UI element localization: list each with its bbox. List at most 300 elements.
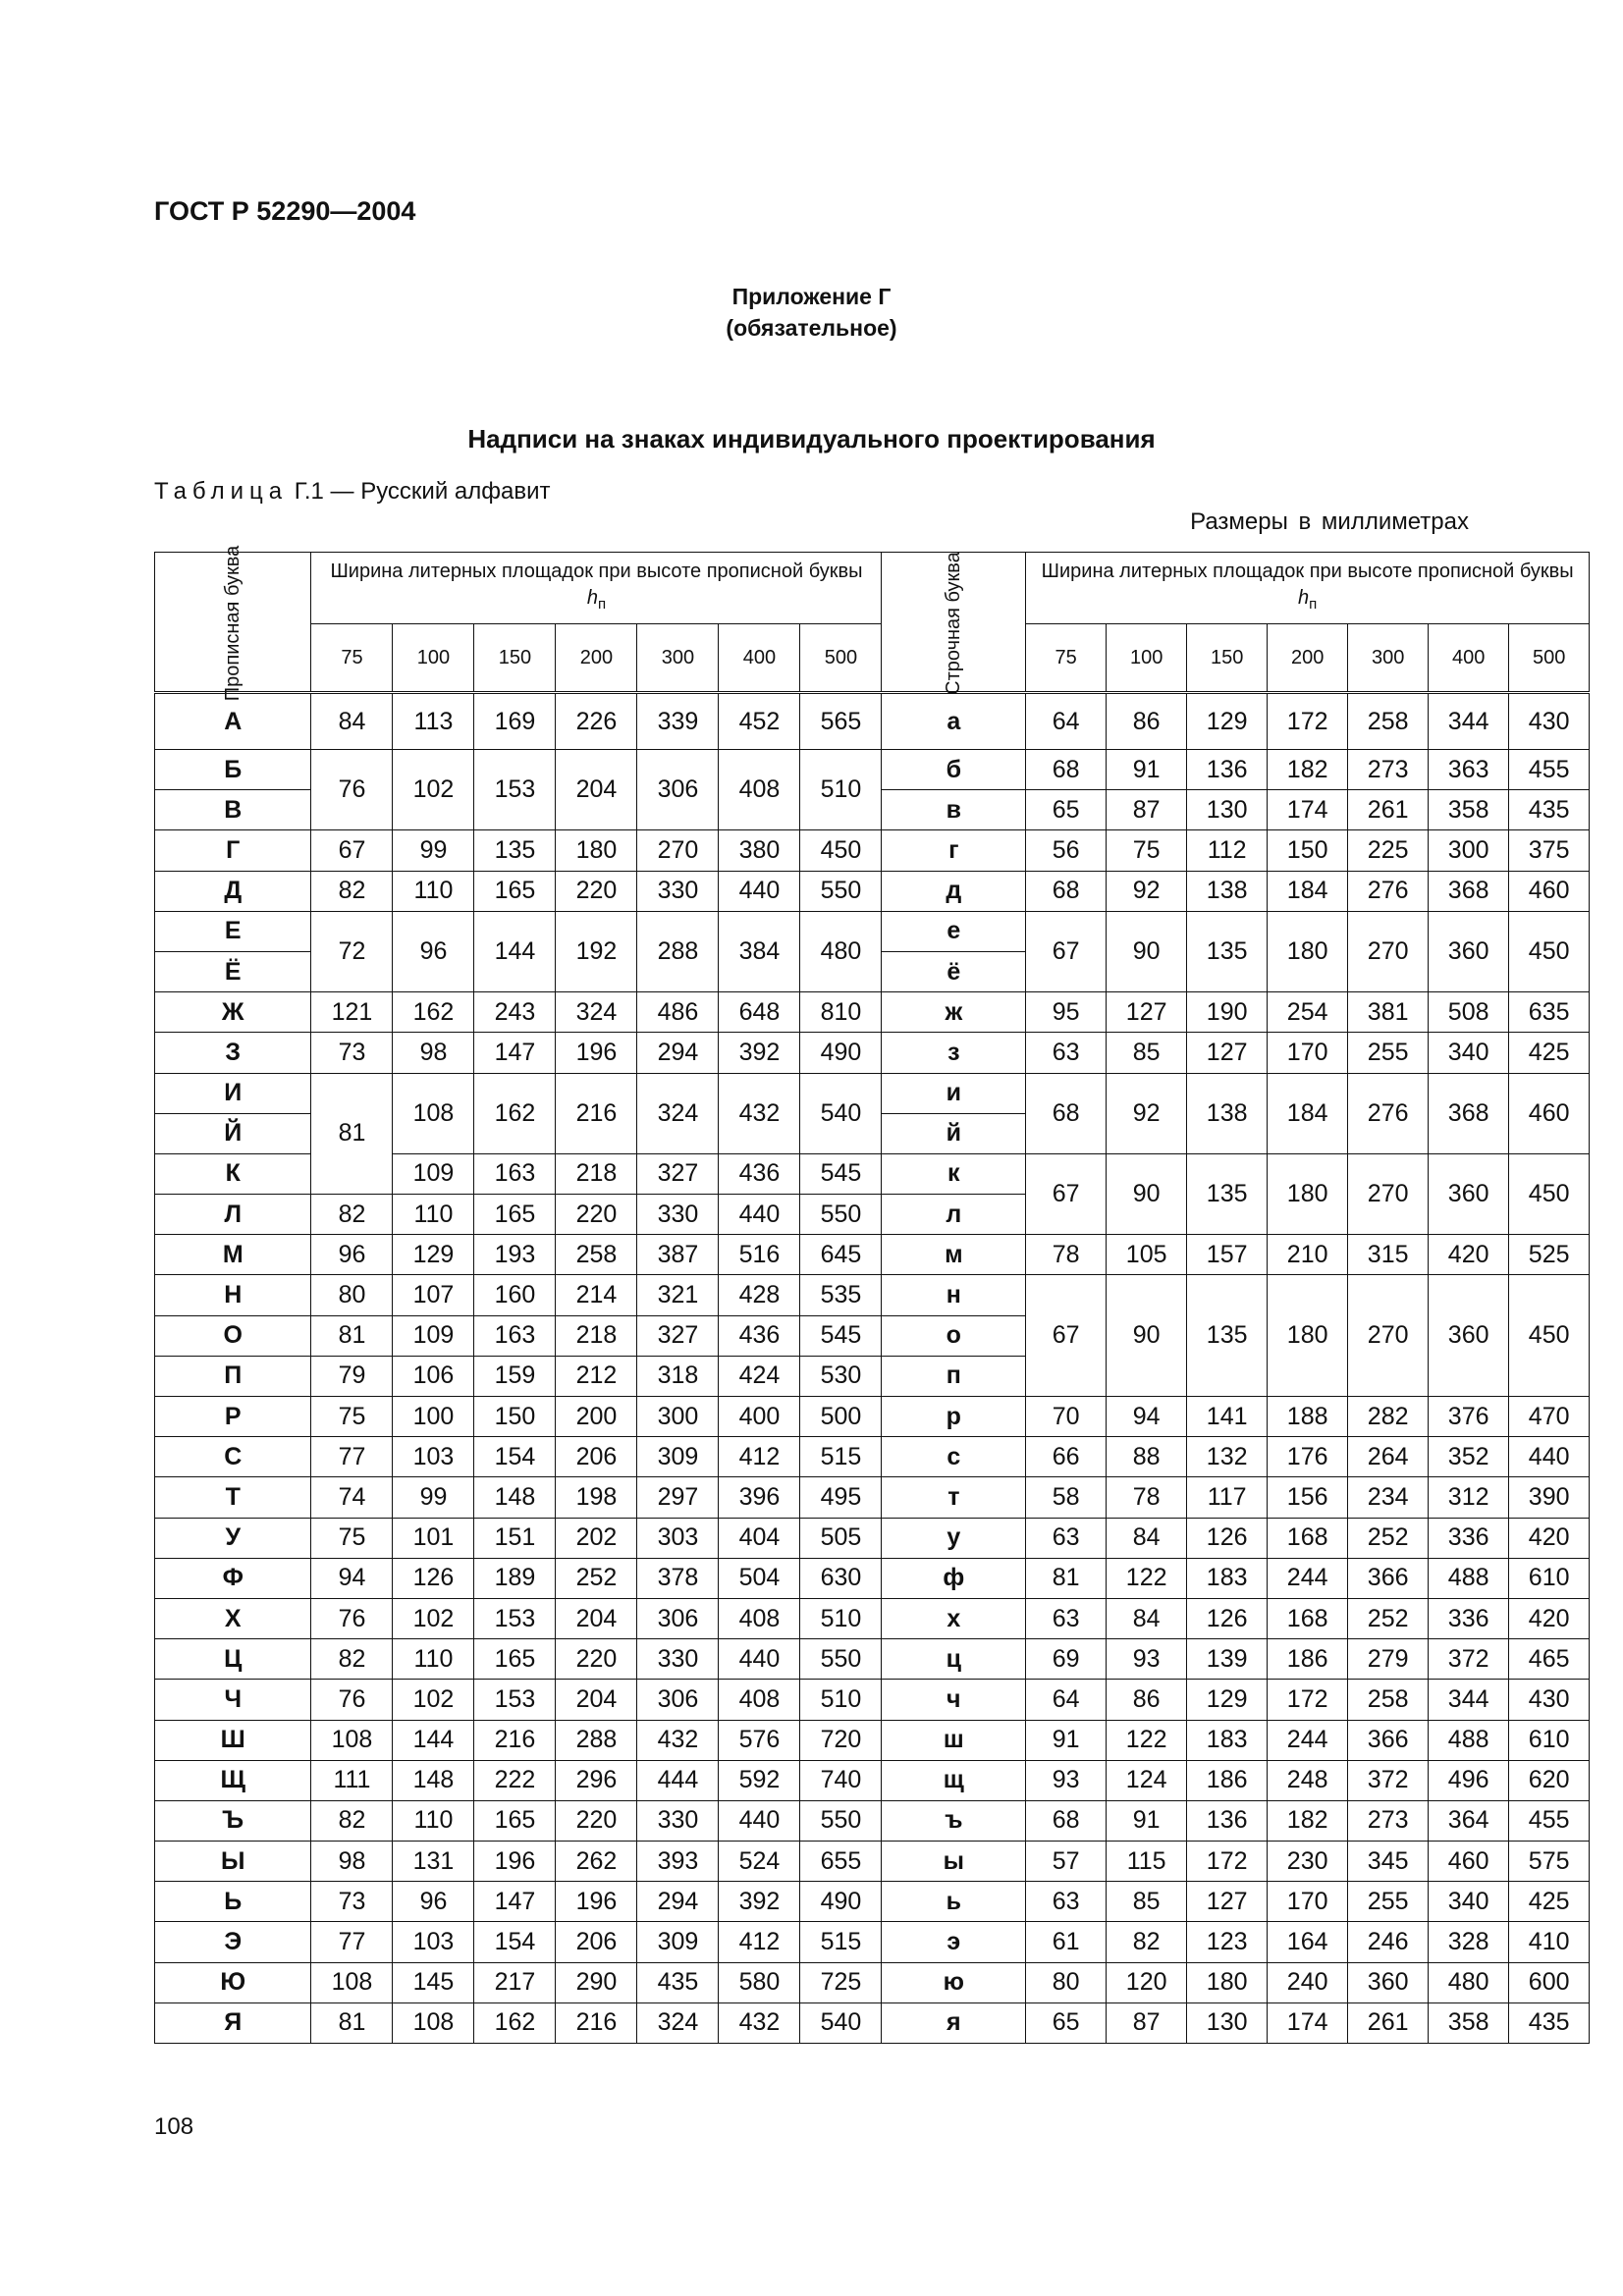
width-cell: 130 <box>1187 790 1268 830</box>
width-cell: 273 <box>1348 750 1429 790</box>
width-cell: 141 <box>1187 1397 1268 1437</box>
uppercase-letter-cell: Ё <box>155 951 311 991</box>
table-row <box>155 1720 1590 1760</box>
width-cell: 129 <box>393 1235 474 1275</box>
width-cell: 390 <box>1509 1477 1590 1518</box>
lowercase-letter-cell: ц <box>882 1639 1026 1680</box>
lowercase-letter-cell: ю <box>882 1962 1026 2002</box>
table-row <box>155 1598 1590 1638</box>
width-cell: 84 <box>311 693 393 750</box>
section-title: Надписи на знаках индивидуального проектирования <box>467 424 1156 454</box>
width-cell: 87 <box>1107 2002 1187 2043</box>
width-cell: 63 <box>1026 1033 1107 1073</box>
table-row <box>155 1800 1590 1841</box>
width-cell: 65 <box>1026 790 1107 830</box>
width-cell: 79 <box>311 1356 393 1396</box>
height-header: 200 <box>1268 624 1348 693</box>
width-cell: 366 <box>1348 1720 1429 1760</box>
lowercase-letter-cell: к <box>882 1153 1026 1194</box>
width-cell: 270 <box>1348 1275 1429 1397</box>
width-cell: 312 <box>1429 1477 1509 1518</box>
width-cell: 222 <box>474 1760 556 1800</box>
width-cell: 138 <box>1187 1073 1268 1153</box>
width-cell: 303 <box>637 1518 719 1558</box>
width-cell: 380 <box>719 830 800 871</box>
width-cell: 92 <box>1107 1073 1187 1153</box>
lowercase-letter-cell: ь <box>882 1882 1026 1922</box>
width-cell: 648 <box>719 992 800 1033</box>
uppercase-letter-cell: Ф <box>155 1558 311 1598</box>
width-cell: 428 <box>719 1275 800 1315</box>
width-cell: 725 <box>800 1962 882 2002</box>
width-cell: 324 <box>637 2002 719 2043</box>
width-cell: 186 <box>1268 1639 1348 1680</box>
width-cell: 330 <box>637 1195 719 1235</box>
width-cell: 75 <box>311 1518 393 1558</box>
lowercase-letter-cell: ё <box>882 951 1026 991</box>
width-cell: 148 <box>474 1477 556 1518</box>
width-cell: 162 <box>474 1073 556 1153</box>
width-cell: 645 <box>800 1235 882 1275</box>
width-cell: 425 <box>1509 1033 1590 1073</box>
width-cell: 126 <box>1187 1518 1268 1558</box>
width-cell: 135 <box>1187 1275 1268 1397</box>
width-cell: 165 <box>474 1195 556 1235</box>
lowercase-width-header: Ширина литерных площадок при высоте прописной буквы $h_п$ <box>1026 553 1590 624</box>
width-cell: 94 <box>1107 1397 1187 1437</box>
width-cell: 69 <box>1026 1639 1107 1680</box>
width-cell: 163 <box>474 1153 556 1194</box>
width-cell: 455 <box>1509 750 1590 790</box>
table-caption <box>154 478 551 506</box>
table-caption-text: Г.1 — Русский алфавит <box>288 478 551 505</box>
lowercase-letter-cell: л <box>882 1195 1026 1235</box>
width-cell: 110 <box>393 1800 474 1841</box>
table-row <box>155 1882 1590 1922</box>
width-cell: 500 <box>800 1397 882 1437</box>
width-cell: 80 <box>311 1275 393 1315</box>
document-header: ГОСТ Р 52290—2004 <box>154 196 416 226</box>
lowercase-letter-cell: х <box>882 1598 1026 1638</box>
width-cell: 193 <box>474 1235 556 1275</box>
width-cell: 210 <box>1268 1235 1348 1275</box>
width-cell: 358 <box>1429 2002 1509 2043</box>
width-cell: 110 <box>393 1639 474 1680</box>
width-cell: 282 <box>1348 1397 1429 1437</box>
width-cell: 339 <box>637 693 719 750</box>
width-cell: 216 <box>474 1720 556 1760</box>
width-cell: 530 <box>800 1356 882 1396</box>
width-cell: 576 <box>719 1720 800 1760</box>
width-cell: 84 <box>1107 1518 1187 1558</box>
width-cell: 480 <box>1429 1962 1509 2002</box>
width-cell: 174 <box>1268 2002 1348 2043</box>
lowercase-column-header: Строчная буква <box>882 553 1026 693</box>
width-cell: 276 <box>1348 1073 1429 1153</box>
width-cell: 372 <box>1348 1760 1429 1800</box>
width-cell: 400 <box>719 1397 800 1437</box>
width-cell: 244 <box>1268 1720 1348 1760</box>
lowercase-letter-cell: д <box>882 871 1026 911</box>
width-cell: 102 <box>393 1598 474 1638</box>
width-cell: 450 <box>1509 911 1590 991</box>
width-cell: 430 <box>1509 1680 1590 1720</box>
width-cell: 109 <box>393 1315 474 1356</box>
width-cell: 490 <box>800 1882 882 1922</box>
width-cell: 98 <box>393 1033 474 1073</box>
lowercase-letter-cell: г <box>882 830 1026 871</box>
width-cell: 244 <box>1268 1558 1348 1598</box>
width-cell: 408 <box>719 750 800 830</box>
width-cell: 324 <box>637 1073 719 1153</box>
lowercase-letter-cell: и <box>882 1073 1026 1113</box>
width-cell: 580 <box>719 1962 800 2002</box>
width-cell: 340 <box>1429 1033 1509 1073</box>
width-cell: 81 <box>311 1315 393 1356</box>
width-cell: 545 <box>800 1153 882 1194</box>
width-cell: 226 <box>556 693 637 750</box>
height-header: 100 <box>393 624 474 693</box>
width-cell: 324 <box>556 992 637 1033</box>
width-cell: 436 <box>719 1153 800 1194</box>
width-cell: 240 <box>1268 1962 1348 2002</box>
width-cell: 655 <box>800 1842 882 1882</box>
width-cell: 67 <box>1026 911 1107 991</box>
width-cell: 91 <box>1107 1800 1187 1841</box>
height-header: 75 <box>1026 624 1107 693</box>
width-cell: 620 <box>1509 1760 1590 1800</box>
width-cell: 176 <box>1268 1437 1348 1477</box>
uppercase-letter-cell: З <box>155 1033 311 1073</box>
width-cell: 550 <box>800 1195 882 1235</box>
width-cell: 76 <box>311 1680 393 1720</box>
width-cell: 182 <box>1268 1800 1348 1841</box>
width-cell: 565 <box>800 693 882 750</box>
table-row <box>155 1962 1590 2002</box>
width-cell: 218 <box>556 1153 637 1194</box>
width-cell: 129 <box>1187 693 1268 750</box>
width-cell: 436 <box>719 1315 800 1356</box>
width-cell: 480 <box>800 911 882 991</box>
width-cell: 151 <box>474 1518 556 1558</box>
width-cell: 344 <box>1429 1680 1509 1720</box>
width-cell: 180 <box>1268 911 1348 991</box>
width-cell: 404 <box>719 1518 800 1558</box>
width-cell: 327 <box>637 1315 719 1356</box>
width-cell: 430 <box>1509 693 1590 750</box>
width-cell: 123 <box>1187 1922 1268 1962</box>
width-cell: 306 <box>637 1680 719 1720</box>
table-body <box>155 693 1590 2044</box>
uppercase-letter-cell: Ж <box>155 992 311 1033</box>
table-row <box>155 1639 1590 1680</box>
width-cell: 186 <box>1187 1760 1268 1800</box>
width-cell: 121 <box>311 992 393 1033</box>
width-cell: 435 <box>1509 790 1590 830</box>
width-cell: 81 <box>311 2002 393 2043</box>
width-cell: 82 <box>311 871 393 911</box>
uppercase-letter-cell: Ш <box>155 1720 311 1760</box>
uppercase-letter-cell: Г <box>155 830 311 871</box>
uppercase-letter-cell: Н <box>155 1275 311 1315</box>
width-cell: 360 <box>1429 1153 1509 1234</box>
width-cell: 163 <box>474 1315 556 1356</box>
width-cell: 220 <box>556 1639 637 1680</box>
width-cell: 318 <box>637 1356 719 1396</box>
width-cell: 460 <box>1509 871 1590 911</box>
table-row <box>155 1397 1590 1437</box>
width-cell: 368 <box>1429 871 1509 911</box>
width-cell: 127 <box>1107 992 1187 1033</box>
width-cell: 330 <box>637 871 719 911</box>
uppercase-letter-cell: Й <box>155 1113 311 1153</box>
width-cell: 212 <box>556 1356 637 1396</box>
width-cell: 174 <box>1268 790 1348 830</box>
width-cell: 336 <box>1429 1598 1509 1638</box>
width-cell: 87 <box>1107 790 1187 830</box>
width-cell: 252 <box>556 1558 637 1598</box>
width-cell: 440 <box>719 1639 800 1680</box>
width-cell: 132 <box>1187 1437 1268 1477</box>
width-cell: 68 <box>1026 1073 1107 1153</box>
width-cell: 575 <box>1509 1842 1590 1882</box>
width-cell: 217 <box>474 1962 556 2002</box>
width-cell: 68 <box>1026 750 1107 790</box>
width-cell: 108 <box>311 1720 393 1760</box>
width-cell: 196 <box>474 1842 556 1882</box>
uppercase-letter-cell: У <box>155 1518 311 1558</box>
width-cell: 515 <box>800 1922 882 1962</box>
uppercase-letter-cell: Ц <box>155 1639 311 1680</box>
uppercase-letter-cell: Б <box>155 750 311 790</box>
width-cell: 136 <box>1187 750 1268 790</box>
width-cell: 180 <box>1268 1153 1348 1234</box>
width-cell: 368 <box>1429 1073 1509 1153</box>
width-cell: 91 <box>1026 1720 1107 1760</box>
width-cell: 73 <box>311 1882 393 1922</box>
lowercase-letter-cell: ч <box>882 1680 1026 1720</box>
lowercase-letter-cell: в <box>882 790 1026 830</box>
width-cell: 86 <box>1107 693 1187 750</box>
table-row <box>155 1518 1590 1558</box>
width-cell: 126 <box>1187 1598 1268 1638</box>
width-cell: 412 <box>719 1437 800 1477</box>
width-cell: 82 <box>311 1800 393 1841</box>
width-cell: 70 <box>1026 1397 1107 1437</box>
width-cell: 180 <box>556 830 637 871</box>
width-cell: 525 <box>1509 1235 1590 1275</box>
width-cell: 243 <box>474 992 556 1033</box>
width-cell: 164 <box>1268 1922 1348 1962</box>
uppercase-width-header: Ширина литерных площадок при высоте прописной буквы $h_п$ <box>311 553 882 624</box>
width-cell: 460 <box>1509 1073 1590 1153</box>
appendix-heading <box>0 281 1623 344</box>
width-cell: 309 <box>637 1437 719 1477</box>
width-cell: 432 <box>719 2002 800 2043</box>
width-cell: 113 <box>393 693 474 750</box>
width-cell: 488 <box>1429 1558 1509 1598</box>
width-cell: 424 <box>719 1356 800 1396</box>
width-cell: 515 <box>800 1437 882 1477</box>
width-cell: 364 <box>1429 1800 1509 1841</box>
width-cell: 440 <box>719 871 800 911</box>
height-header: 150 <box>1187 624 1268 693</box>
lowercase-letter-cell: с <box>882 1437 1026 1477</box>
width-cell: 440 <box>719 1195 800 1235</box>
width-cell: 378 <box>637 1558 719 1598</box>
width-cell: 168 <box>1268 1598 1348 1638</box>
width-cell: 435 <box>1509 2002 1590 2043</box>
uppercase-letter-cell: О <box>155 1315 311 1356</box>
width-cell: 126 <box>393 1558 474 1598</box>
width-cell: 255 <box>1348 1882 1429 1922</box>
width-cell: 270 <box>1348 1153 1429 1234</box>
width-cell: 234 <box>1348 1477 1429 1518</box>
width-cell: 153 <box>474 1598 556 1638</box>
width-cell: 182 <box>1268 750 1348 790</box>
width-cell: 101 <box>393 1518 474 1558</box>
table-caption-label: Таблица <box>154 478 289 505</box>
width-cell: 550 <box>800 1800 882 1841</box>
table-row <box>155 693 1590 750</box>
uppercase-letter-cell: П <box>155 1356 311 1396</box>
width-cell: 76 <box>311 1598 393 1638</box>
width-cell: 344 <box>1429 693 1509 750</box>
table-row <box>155 1842 1590 1882</box>
table-row <box>155 992 1590 1033</box>
width-cell: 183 <box>1187 1558 1268 1598</box>
width-cell: 206 <box>556 1922 637 1962</box>
alphabet-table <box>154 545 1590 2044</box>
width-cell: 810 <box>800 992 882 1033</box>
width-cell: 78 <box>1026 1235 1107 1275</box>
width-cell: 540 <box>800 1073 882 1153</box>
width-cell: 91 <box>1107 750 1187 790</box>
uppercase-letter-cell: Л <box>155 1195 311 1235</box>
width-cell: 102 <box>393 1680 474 1720</box>
height-header: 500 <box>1509 624 1590 693</box>
width-cell: 220 <box>556 1195 637 1235</box>
width-cell: 85 <box>1107 1033 1187 1073</box>
width-cell: 135 <box>474 830 556 871</box>
width-cell: 450 <box>1509 1275 1590 1397</box>
width-cell: 72 <box>311 911 393 991</box>
width-cell: 168 <box>1268 1518 1348 1558</box>
uppercase-letter-cell: Ы <box>155 1842 311 1882</box>
width-cell: 450 <box>1509 1153 1590 1234</box>
width-cell: 93 <box>1107 1639 1187 1680</box>
uppercase-letter-cell: Т <box>155 1477 311 1518</box>
width-cell: 246 <box>1348 1922 1429 1962</box>
width-cell: 172 <box>1268 1680 1348 1720</box>
width-cell: 384 <box>719 911 800 991</box>
width-cell: 592 <box>719 1760 800 1800</box>
width-cell: 330 <box>637 1639 719 1680</box>
width-cell: 170 <box>1268 1033 1348 1073</box>
width-cell: 216 <box>556 2002 637 2043</box>
width-cell: 297 <box>637 1477 719 1518</box>
width-cell: 169 <box>474 693 556 750</box>
width-cell: 440 <box>1509 1437 1590 1477</box>
width-cell: 381 <box>1348 992 1429 1033</box>
width-cell: 82 <box>311 1639 393 1680</box>
width-cell: 218 <box>556 1315 637 1356</box>
width-cell: 82 <box>311 1195 393 1235</box>
width-cell: 112 <box>1187 830 1268 871</box>
width-cell: 196 <box>556 1033 637 1073</box>
width-cell: 306 <box>637 750 719 830</box>
width-cell: 108 <box>393 1073 474 1153</box>
width-cell: 214 <box>556 1275 637 1315</box>
width-cell: 159 <box>474 1356 556 1396</box>
width-cell: 90 <box>1107 1275 1187 1397</box>
width-cell: 135 <box>1187 1153 1268 1234</box>
lowercase-letter-cell: ш <box>882 1720 1026 1760</box>
width-cell: 204 <box>556 1680 637 1720</box>
width-cell: 67 <box>311 830 393 871</box>
width-cell: 103 <box>393 1437 474 1477</box>
width-cell: 67 <box>1026 1275 1107 1397</box>
width-cell: 510 <box>800 1680 882 1720</box>
width-cell: 261 <box>1348 790 1429 830</box>
width-cell: 165 <box>474 871 556 911</box>
width-cell: 408 <box>719 1680 800 1720</box>
width-cell: 410 <box>1509 1922 1590 1962</box>
lowercase-letter-cell: б <box>882 750 1026 790</box>
width-cell: 180 <box>1187 1962 1268 2002</box>
width-cell: 200 <box>556 1397 637 1437</box>
width-cell: 144 <box>474 911 556 991</box>
width-cell: 306 <box>637 1598 719 1638</box>
width-cell: 153 <box>474 1680 556 1720</box>
width-cell: 460 <box>1429 1842 1509 1882</box>
width-cell: 92 <box>1107 871 1187 911</box>
units-note: Размеры в миллиметрах <box>1190 508 1469 535</box>
width-cell: 510 <box>800 750 882 830</box>
height-header: 300 <box>1348 624 1429 693</box>
width-cell: 495 <box>800 1477 882 1518</box>
uppercase-letter-cell: Р <box>155 1397 311 1437</box>
height-header: 150 <box>474 624 556 693</box>
width-cell: 290 <box>556 1962 637 2002</box>
width-cell: 94 <box>311 1558 393 1598</box>
width-cell: 300 <box>637 1397 719 1437</box>
width-cell: 96 <box>393 911 474 991</box>
width-cell: 490 <box>800 1033 882 1073</box>
uppercase-letter-cell: Ь <box>155 1882 311 1922</box>
width-cell: 270 <box>1348 911 1429 991</box>
width-cell: 270 <box>637 830 719 871</box>
uppercase-letter-cell: С <box>155 1437 311 1477</box>
width-cell: 81 <box>1026 1558 1107 1598</box>
table-row <box>155 1235 1590 1275</box>
width-cell: 180 <box>1268 1275 1348 1397</box>
width-cell: 77 <box>311 1922 393 1962</box>
width-cell: 496 <box>1429 1760 1509 1800</box>
width-cell: 720 <box>800 1720 882 1760</box>
width-cell: 220 <box>556 1800 637 1841</box>
width-cell: 450 <box>800 830 882 871</box>
table-row <box>155 1922 1590 1962</box>
width-cell: 76 <box>311 750 393 830</box>
width-cell: 75 <box>311 1397 393 1437</box>
width-cell: 147 <box>474 1882 556 1922</box>
width-cell: 202 <box>556 1518 637 1558</box>
lowercase-letter-cell: п <box>882 1356 1026 1396</box>
table-row <box>155 750 1590 790</box>
width-cell: 545 <box>800 1315 882 1356</box>
width-cell: 184 <box>1268 871 1348 911</box>
